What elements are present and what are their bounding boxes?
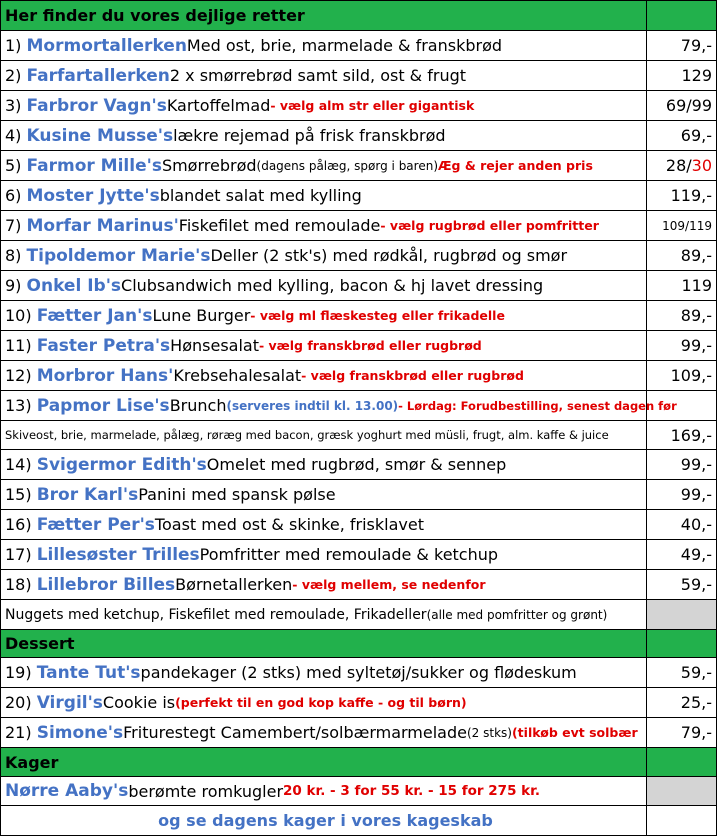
item-desc: Pomfritter med remoulade & ketchup	[199, 545, 499, 564]
item-desc: Hønsesalat	[170, 336, 259, 355]
item-note: (tilkøb evt solbær	[511, 725, 638, 740]
item-price-cell	[647, 301, 717, 330]
item-desc: 2 x smørrebrød samt sild, ost & frugt	[169, 66, 467, 85]
brunch-detail: Skiveost, brie, marmelade, pålæg, røræg med bacon, græsk yoghurt med müsli, frugt, alm. kaffe & juice	[1, 421, 647, 449]
item-number: 6)	[5, 186, 22, 205]
item-desc: Kartoffelmad	[166, 96, 271, 115]
menu-item-5	[1, 151, 717, 181]
footer-row	[1, 806, 717, 836]
item-note: - vælg ml flæskesteg eller frikadelle	[250, 308, 505, 323]
item-number: 5)	[5, 156, 22, 175]
item-number: 15)	[5, 485, 32, 504]
item-name: Kusine Musse's	[26, 125, 174, 146]
item-name: Simone's	[36, 722, 124, 743]
kids-options: Nuggets med ketchup, Fiskefilet med remoulade, Frikadeller	[5, 606, 427, 623]
item-note: - Lørdag: Forudbestilling, senest dagen før	[398, 398, 677, 413]
item-note: - vælg franskbrød eller rugbrød	[258, 338, 482, 353]
item-price-cell	[647, 688, 717, 717]
item-name: Lillesøster Trilles	[36, 544, 200, 565]
menu-item-18	[1, 570, 717, 600]
item-small-note: (2 stks)	[466, 725, 512, 740]
menu-item-10	[1, 301, 717, 331]
menu-item-12	[1, 361, 717, 391]
item-number: 18)	[5, 575, 32, 594]
item-price: 69,-	[680, 126, 712, 145]
item-price-cell	[647, 91, 717, 120]
item-name: Morbror Hans'	[36, 365, 174, 386]
header-row	[1, 1, 717, 31]
item-name: Mormortallerken	[26, 35, 187, 56]
item-price: 109/119	[662, 218, 712, 233]
item-time-note: (serveres indtil kl. 13.00)	[226, 398, 399, 413]
item-price: 28/	[665, 156, 692, 175]
item-desc: Omelet med rugbrød, smør & sennep	[206, 455, 507, 474]
item-number: 19)	[5, 663, 32, 682]
item-price: 129	[681, 66, 712, 85]
item-name: Farmor Mille's	[26, 155, 162, 176]
item-name: Papmor Lise's	[36, 395, 170, 416]
kager-header-row	[1, 748, 717, 777]
brunch-detail-row	[1, 421, 717, 450]
menu-item-11	[1, 331, 717, 361]
header-price-cell	[647, 1, 717, 30]
item-number: 13)	[5, 396, 32, 415]
item-price-cell	[647, 31, 717, 60]
item-name: Farfartallerken	[26, 65, 170, 86]
item-price: 169,-	[647, 421, 717, 449]
item-price-cell	[647, 540, 717, 569]
section-title-dessert: Dessert	[1, 630, 647, 657]
item-price-alt: 30	[691, 156, 712, 175]
menu-item-9	[1, 271, 717, 301]
item-desc: Clubsandwich med kylling, bacon & hj lavet dressing	[121, 276, 544, 295]
item-number: 20)	[5, 693, 32, 712]
item-number: 8)	[5, 246, 22, 265]
kids-price-cell	[647, 600, 717, 629]
item-number: 21)	[5, 723, 32, 742]
item-price-cell	[647, 361, 717, 390]
item-name: Lillebror Billes	[36, 574, 176, 595]
item-small-note: (dagens pålæg, spørg i baren)	[256, 158, 438, 173]
item-price-cell	[647, 510, 717, 539]
menu-item-19	[1, 658, 717, 688]
item-number: 12)	[5, 366, 32, 385]
item-price-cell	[647, 181, 717, 210]
item-number: 3)	[5, 96, 22, 115]
item-name: Moster Jytte's	[26, 185, 160, 206]
item-name: Virgil's	[36, 692, 103, 713]
item-number: 1)	[5, 36, 22, 55]
item-name: Faster Petra's	[36, 335, 171, 356]
item-price: 59,-	[680, 575, 712, 594]
item-desc: lækre rejemad på frisk franskbrød	[173, 126, 446, 145]
item-name: Farbror Vagn's	[26, 95, 167, 116]
item-desc: Brunch	[169, 396, 227, 415]
item-note: - vælg mellem, se nedenfor	[292, 577, 486, 592]
menu-item-6	[1, 181, 717, 211]
menu-item-7	[1, 211, 717, 241]
item-price: 109,-	[670, 366, 712, 385]
item-price-cell	[647, 718, 717, 747]
menu-title: Her finder du vores dejlige retter	[1, 1, 647, 30]
item-name: Morfar Marinus'	[26, 215, 179, 236]
item-price: 59,-	[680, 663, 712, 682]
item-desc: Deller (2 stk's) med rødkål, rugbrød og smør	[210, 246, 568, 265]
item-note: - vælg alm str eller gigantisk	[270, 98, 475, 113]
item-name: Nørre Aaby's	[5, 781, 129, 801]
item-price: 89,-	[680, 246, 712, 265]
item-desc: Krebsehalesalat	[173, 366, 302, 385]
item-price-cell	[647, 241, 717, 270]
item-name: Bror Karl's	[36, 484, 139, 505]
item-price: 99,-	[680, 336, 712, 355]
item-desc: Toast med ost & skinke, frisklavet	[154, 515, 424, 534]
item-desc: Cookie is	[102, 693, 176, 712]
menu-item-4	[1, 121, 717, 151]
item-desc: Lune Burger	[152, 306, 251, 325]
item-price-cell	[647, 121, 717, 150]
item-number: 16)	[5, 515, 32, 534]
section-title-kager: Kager	[1, 748, 647, 776]
item-price: 79,-	[680, 36, 712, 55]
menu-item-15	[1, 480, 717, 510]
item-desc: berømte romkugler	[128, 781, 284, 801]
item-desc: Fiskefilet med remoulade	[178, 216, 381, 235]
item-note: (perfekt til en god kop kaffe - og til børn)	[175, 695, 467, 710]
menu-item-20	[1, 688, 717, 718]
item-number: 14)	[5, 455, 32, 474]
dessert-header-row	[1, 630, 717, 658]
item-name: Svigermor Edith's	[36, 454, 207, 475]
item-note: - vælg franskbrød eller rugbrød	[301, 368, 524, 383]
item-price-cell	[647, 480, 717, 509]
menu-item-2	[1, 61, 717, 91]
item-price-cell	[647, 331, 717, 360]
item-desc: Med ost, brie, marmelade & franskbrød	[186, 36, 503, 55]
item-number: 9)	[5, 276, 22, 295]
item-price: 99,-	[680, 485, 712, 504]
item-desc: pandekager (2 stks) med syltetøj/sukker og flødeskum	[140, 663, 577, 682]
item-price-cell	[647, 450, 717, 479]
item-price-cell	[647, 271, 717, 300]
item-price-cell	[647, 391, 717, 420]
menu-item-14	[1, 450, 717, 480]
menu-item-1	[1, 31, 717, 61]
item-number: 11)	[5, 336, 32, 355]
item-name: Onkel Ib's	[26, 275, 122, 296]
item-desc: blandet salat med kylling	[159, 186, 362, 205]
item-price-cell	[647, 211, 717, 240]
item-name: Fætter Per's	[36, 514, 155, 535]
menu-item-8	[1, 241, 717, 271]
menu-item-16	[1, 510, 717, 540]
item-number: 4)	[5, 126, 22, 145]
item-name: Fætter Jan's	[36, 305, 153, 326]
item-number: 17)	[5, 545, 32, 564]
item-price: 89,-	[680, 306, 712, 325]
item-name: Tante Tut's	[36, 662, 141, 683]
item-price: 49,-	[680, 545, 712, 564]
menu-item-3	[1, 91, 717, 121]
item-price-cell	[647, 570, 717, 599]
item-number: 2)	[5, 66, 22, 85]
item-price-cell	[647, 151, 717, 180]
item-price: 99,-	[680, 455, 712, 474]
item-note: - vælg rugbrød eller pomfritter	[380, 218, 599, 233]
romkugler-prices: 20 kr. - 3 for 55 kr. - 15 for 275 kr.	[283, 783, 540, 799]
item-price: 119	[681, 276, 712, 295]
item-price: 79,-	[680, 723, 712, 742]
item-number: 10)	[5, 306, 32, 325]
item-price-cell	[647, 658, 717, 687]
romkugler-row	[1, 777, 717, 806]
menu-item-13	[1, 391, 717, 421]
kids-options-note: (alle med pomfritter og grønt)	[426, 607, 608, 622]
menu-item-21	[1, 718, 717, 748]
item-price: 40,-	[680, 515, 712, 534]
item-name: Tipoldemor Marie's	[26, 245, 211, 266]
item-desc: Panini med spansk pølse	[138, 485, 336, 504]
item-note: Æg & rejer anden pris	[438, 158, 593, 173]
item-number: 7)	[5, 216, 22, 235]
item-desc: Børnetallerken	[175, 575, 293, 594]
item-desc: Smørrebrød	[161, 156, 257, 175]
item-desc: Friturestegt Camembert/solbærmarmelade	[123, 723, 467, 742]
item-price: 25,-	[680, 693, 712, 712]
item-price: 69/99	[665, 96, 712, 115]
footer-text: og se dagens kager i vores kageskab	[158, 811, 493, 830]
item-price: 119,-	[670, 186, 712, 205]
item-price-cell	[647, 61, 717, 90]
kids-options-row	[1, 600, 717, 630]
menu-item-17	[1, 540, 717, 570]
